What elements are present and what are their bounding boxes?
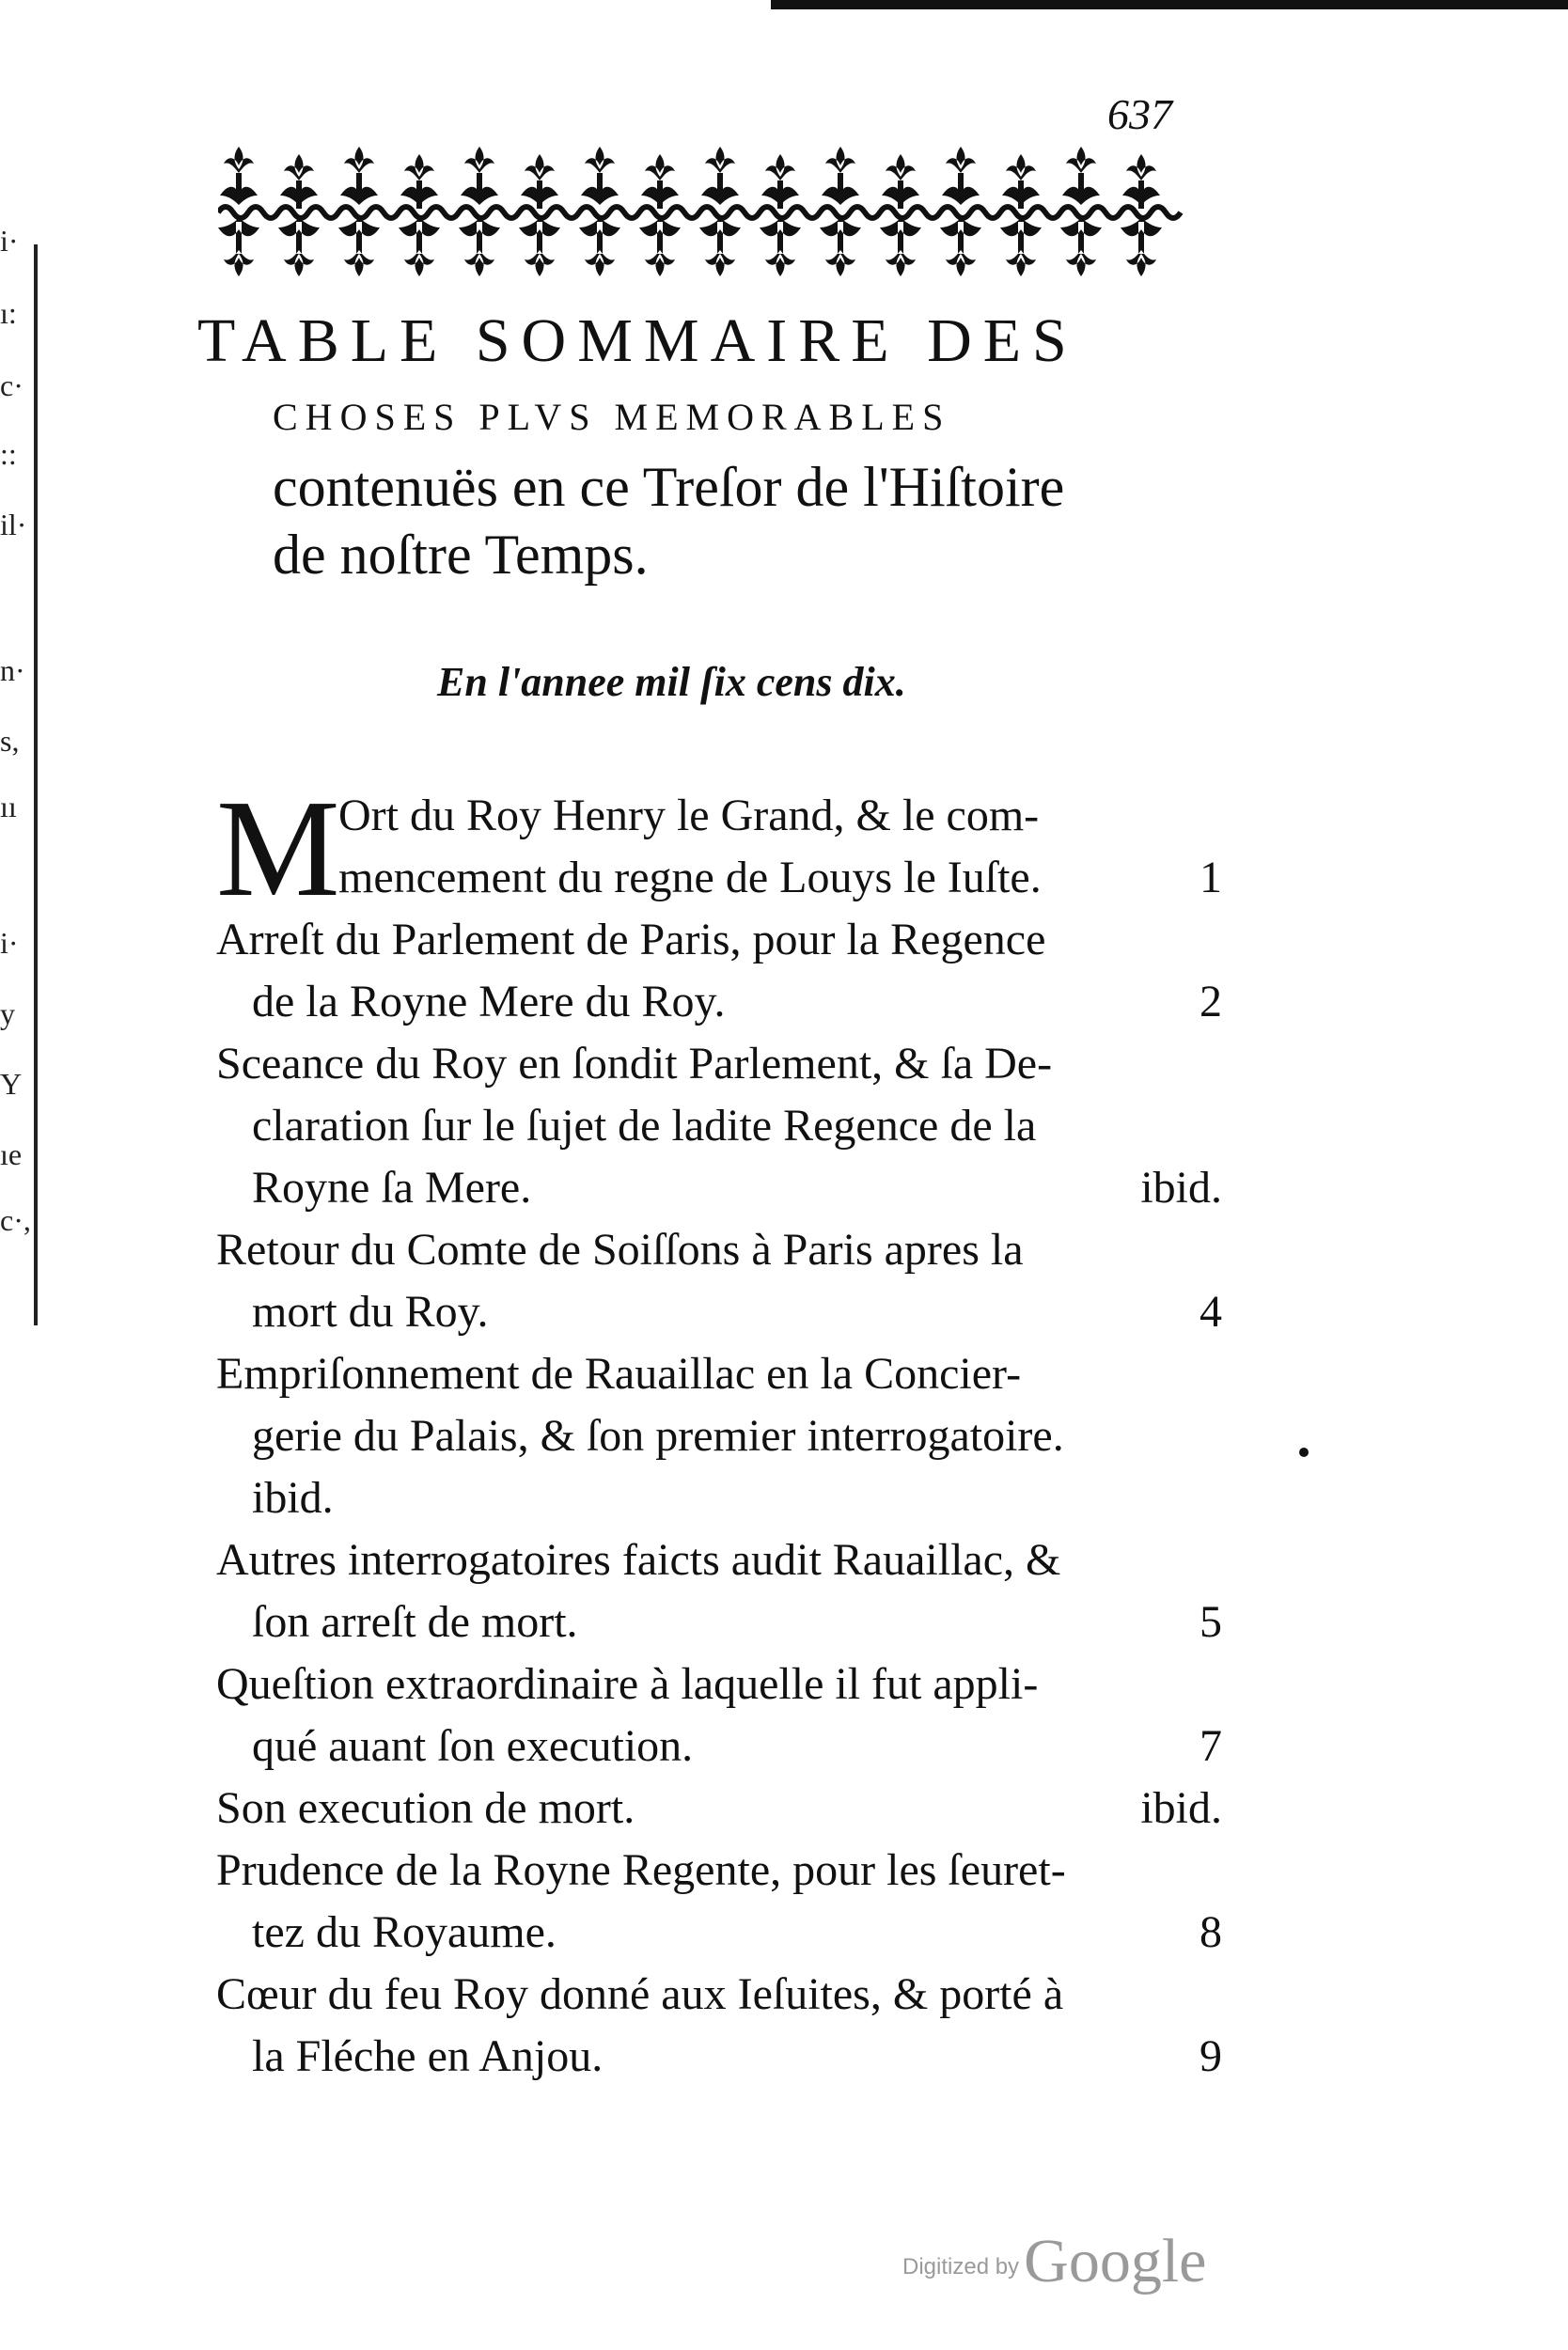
toc-entry-text: Royne ſa Mere. [252, 1163, 532, 1213]
toc-entry-text: claration ſur le ſujet de ladite Regence de la [252, 1101, 1037, 1151]
title-line-3: contenuës en ce Treſor de l'Hiſtoire [273, 456, 1065, 518]
toc-entry-line [216, 1219, 1222, 1281]
bleed-fragment: s, [0, 724, 20, 758]
toc-page-ref: 7 [1200, 1721, 1222, 1771]
bleed-fragment: ıı [0, 790, 17, 823]
toc-entry-line [216, 785, 1222, 847]
toc-page-ref: 5 [1200, 1597, 1222, 1647]
toc-page-ref: 2 [1200, 977, 1222, 1026]
toc-entry [216, 1840, 1222, 1964]
toc-entry-text: Son execution de mort. [216, 1783, 635, 1833]
toc-entry [216, 1529, 1222, 1653]
fleuron-glyph [338, 218, 380, 276]
toc-entry-text: Autres interrogatoires faicts audit Rauaillac, & [216, 1535, 1061, 1585]
toc-entry-text: qué auant ſon execution. [252, 1721, 694, 1771]
fleuron-glyph [399, 218, 440, 276]
toc-entry-text: gerie du Palais, & ſon premier interrogatoire. [252, 1411, 1064, 1461]
bleed-fragment: Y [0, 1067, 23, 1101]
fleuron-glyph [942, 147, 980, 205]
toc-entry-text: Retour du Comte de Soiſſons à Paris apres la [216, 1225, 1024, 1275]
fleuron-glyph [882, 154, 919, 209]
toc-page-ref: 8 [1200, 1907, 1222, 1957]
fleuron-glyph [822, 147, 859, 205]
fleuron-glyph [1121, 218, 1162, 276]
bleed-fragment: :: [0, 437, 17, 471]
title-line-4: de noſtre Temps. [273, 524, 649, 586]
fleuron-glyph [880, 218, 921, 276]
fleuron-glyph [521, 154, 558, 209]
toc-entry-line [216, 1716, 1222, 1778]
toc-entry-text: tez du Royaume. [252, 1907, 557, 1957]
fleuron-ornament-band [218, 141, 1186, 282]
toc-entry-line [216, 1343, 1222, 1405]
fleuron-glyph [641, 154, 679, 209]
watermark-prefix: Digitized by [902, 2254, 1020, 2280]
fleuron-glyph [1122, 154, 1160, 209]
drop-cap: M [216, 772, 340, 926]
fleuron-glyph [761, 154, 799, 209]
toc-entry-text: mort du Roy. [252, 1287, 489, 1337]
google-logo: Google [1024, 2227, 1207, 2295]
bleed-fragment: ı: [0, 296, 17, 330]
bleed-fragment: i· [0, 224, 19, 258]
digitized-watermark [902, 2226, 1206, 2297]
toc-page-ref: ibid. [1140, 1783, 1222, 1833]
toc-entry-line [216, 1840, 1222, 1902]
facing-page-bleed [0, 0, 56, 2350]
toc-entry-line [216, 1033, 1222, 1095]
fleuron-glyph [581, 147, 619, 205]
toc-entry-line [216, 1281, 1222, 1343]
toc-entry-text: la Fléche en Anjou. [252, 2031, 604, 2081]
toc-entry-text: Prudence de la Royne Regente, pour les ſeuret- [216, 1845, 1066, 1895]
toc-entry-text: Cœur du feu Roy donné aux Ieſuites, & porté à [216, 1969, 1064, 2019]
toc-entry-line [216, 909, 1222, 971]
fleuron-glyph [278, 218, 320, 276]
fleuron-glyph [699, 218, 741, 276]
fleuron-glyph [1002, 154, 1040, 209]
toc-entry-text: Empriſonnement de Rauaillac en la Concier- [216, 1349, 1022, 1399]
year-subtitle: En l'annee mil ſix cens dix. [437, 659, 906, 705]
title-block [197, 306, 1231, 588]
toc-entry-line [216, 1529, 1222, 1591]
fleuron-glyph [760, 218, 801, 276]
toc-entry-line [216, 1591, 1222, 1653]
toc-entry-line [216, 847, 1222, 909]
toc-entry-line [216, 1778, 1222, 1840]
fleuron-glyph [340, 147, 378, 205]
bleed-fragment: ıe [0, 1137, 23, 1171]
bleed-fragment: n· [0, 653, 25, 687]
toc-entry-text: Arreſt du Parlement de Paris, pour la Regence [216, 915, 1046, 964]
fleuron-glyph [461, 147, 498, 205]
fleuron-glyph [701, 147, 739, 205]
toc-entry [216, 1653, 1222, 1778]
toc-entry-text: Ort du Roy Henry le Grand, & le com- [338, 791, 1040, 840]
fleuron-glyph [639, 218, 681, 276]
page-number: 637 [1107, 90, 1172, 138]
bleed-fragment: i· [0, 926, 19, 960]
bleed-fragment: y [0, 996, 15, 1030]
fleuron-glyph [220, 147, 258, 205]
bleed-fragment: c·, [0, 1203, 31, 1237]
fleuron-glyph [1060, 218, 1102, 276]
binding-shadow [34, 244, 38, 1325]
toc-entry-line [216, 1902, 1222, 1964]
toc-entry [216, 772, 1222, 926]
toc-entry [216, 1964, 1222, 2088]
toc-entry-line [216, 971, 1222, 1033]
toc-entry-text: de la Royne Mere du Roy. [252, 977, 726, 1026]
toc-entry-text: ibid. [252, 1473, 334, 1523]
toc-entry-line [216, 1653, 1222, 1716]
toc-entry [216, 1778, 1222, 1840]
title-line-2: CHOSES PLVS MEMORABLES [273, 396, 951, 438]
title-line-1: TABLE SOMMAIRE DES [197, 306, 1078, 375]
toc-entry-line [216, 1157, 1222, 1219]
toc-entry-line [216, 1964, 1222, 2026]
fleuron-glyph [459, 218, 500, 276]
toc-entry [216, 1219, 1222, 1343]
toc-entry-line [216, 1467, 1222, 1529]
toc-entry-text: Sceance du Roy en ſondit Parlement, & ſa De- [216, 1039, 1053, 1089]
fleuron-glyph [1062, 147, 1100, 205]
fleuron-glyph [280, 154, 318, 209]
toc-entry-line [216, 2026, 1222, 2088]
ink-speck [1299, 1448, 1309, 1457]
fleuron-glyph [1000, 218, 1042, 276]
bleed-fragment: c· [0, 368, 24, 402]
toc-entry-line [216, 1405, 1222, 1467]
scroll-band [218, 207, 1181, 218]
fleuron-glyph [940, 218, 981, 276]
toc-entry [216, 1033, 1222, 1219]
fleuron-glyph [519, 218, 560, 276]
toc-entry [216, 909, 1222, 1033]
toc-page-ref: 4 [1200, 1287, 1222, 1337]
toc-entry-text: mencement du regne de Louys le Iuſte. [338, 853, 1042, 902]
toc-entry-line [216, 1095, 1222, 1157]
fleuron-glyph [579, 218, 620, 276]
fleuron-glyph [218, 218, 259, 276]
toc-entry [216, 1343, 1222, 1529]
bleed-fragment: il· [0, 508, 27, 541]
toc-page-ref: ibid. [1140, 1163, 1222, 1213]
toc-entry-text: ſon arreſt de mort. [252, 1597, 578, 1647]
toc-entry-text: Queſtion extraordinaire à laquelle il fut appli- [216, 1659, 1039, 1709]
fleuron-glyph [400, 154, 438, 209]
table-of-contents [216, 772, 1222, 2088]
scan-edge-line [771, 0, 1568, 9]
toc-page-ref: 9 [1200, 2031, 1222, 2081]
fleuron-glyph [820, 218, 861, 276]
toc-page-ref: 1 [1200, 853, 1222, 902]
